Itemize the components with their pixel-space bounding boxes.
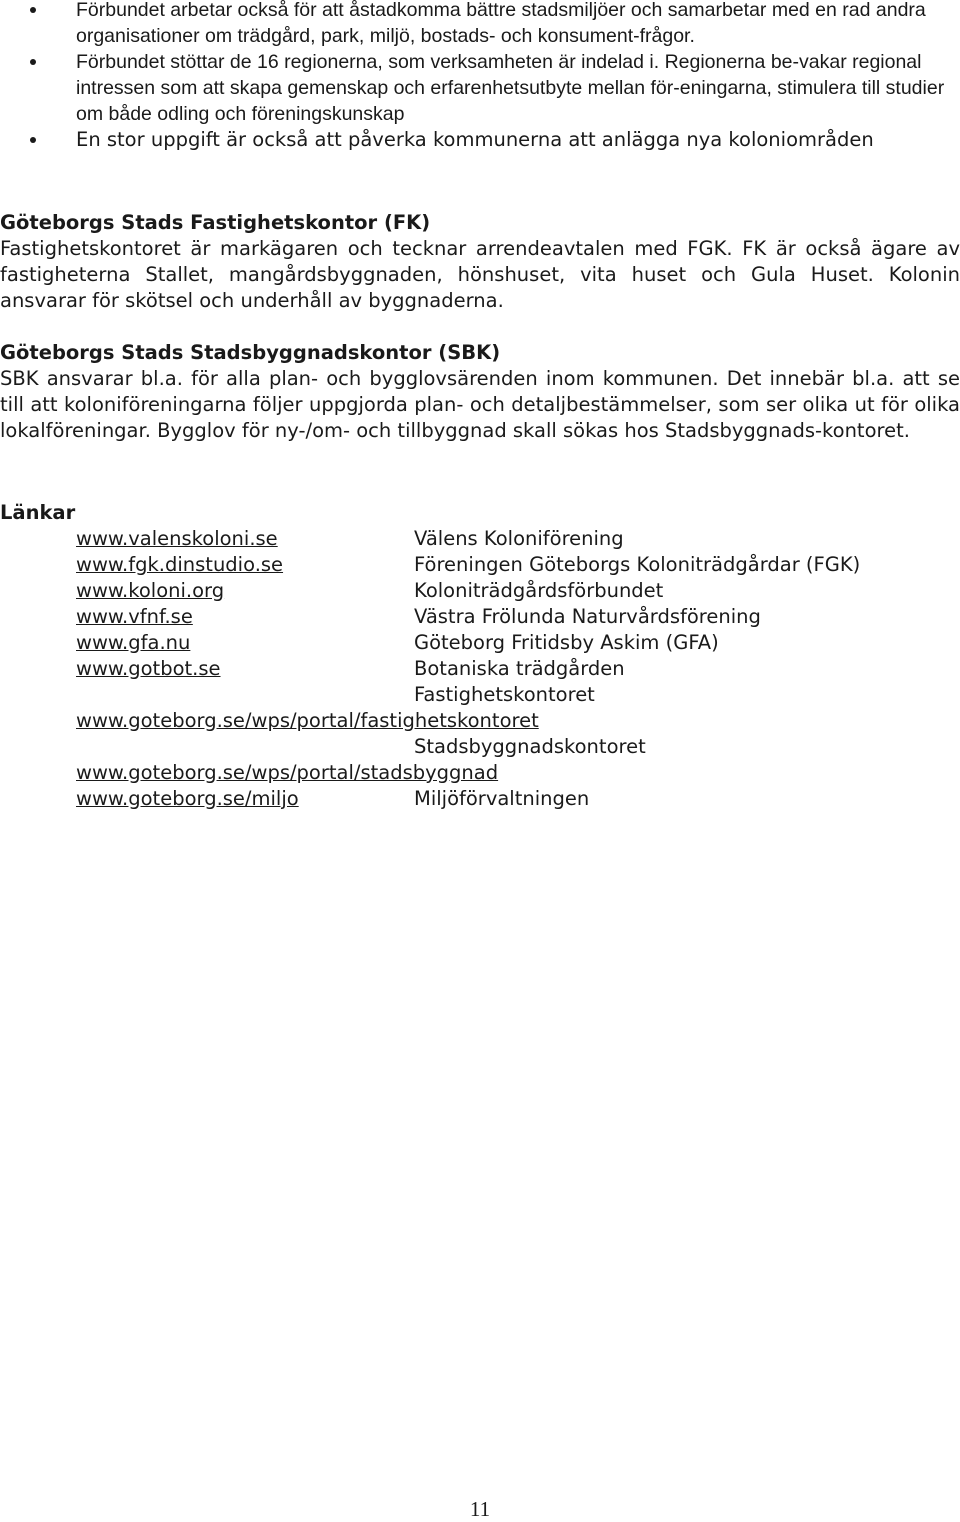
bullet-text: Förbundet stöttar de 16 regionerna, som verksamheten är indelad i. Regionerna be-vakar regional intressen som att skapa gemenskap och erfarenhetsutbyte mellan för-eningarna, stimulera till studier om både odling och föreningskunskap [76,51,945,125]
fk-heading: Göteborgs Stads Fastighetskontor (FK) [0,211,431,234]
link-row [0,578,960,604]
link-url[interactable]: www.goteborg.se/wps/portal/stadsbyggnad [76,761,499,784]
link-row [0,682,960,708]
link-description: Västra Frölunda Naturvårdsförening [414,605,761,628]
link-row [0,604,960,630]
link-row [0,786,960,812]
link-description: Välens Koloniförening [414,527,624,550]
link-url[interactable]: www.goteborg.se/wps/portal/fastighetskontoret [76,709,539,732]
fk-text: Fastighetskontoret är markägaren och tecknar arrendeavtalen med FGK. FK är också ägare av fastigheterna Stallet, mangårdsbyggnaden, hönshuset, vita huset och Gula Huset. Kolonin ansvarar för skötsel och underhåll av byggnaderna. [0,237,960,312]
link-row [0,552,960,578]
bullet-item [0,49,960,127]
fk-section [0,210,960,314]
link-url[interactable]: www.fgk.dinstudio.se [76,553,284,576]
links-heading: Länkar [0,501,76,524]
link-row [0,734,960,760]
link-description: Koloniträdgårdsförbundet [414,579,664,602]
link-url[interactable]: www.goteborg.se/miljo [76,787,299,810]
bullet-text: En stor uppgift är också att påverka kommunerna att anlägga nya koloniområden [76,128,874,151]
link-row [0,708,960,734]
link-row [0,526,960,552]
link-description: Botaniska trädgården [414,657,625,680]
bullet-text: Förbundet arbetar också för att åstadkomma bättre stadsmiljöer och samarbetar med en rad andra organisationer om trädgård, park, miljö, bostads- och konsument-frågor. [76,0,926,47]
bullet-item [0,0,960,49]
link-description: Föreningen Göteborgs Koloniträdgårdar (FGK) [414,553,861,576]
links-section [0,500,960,812]
sbk-section [0,340,960,444]
sbk-heading: Göteborgs Stads Stadsbyggnadskontor (SBK) [0,341,501,364]
bullet-icon [30,137,36,143]
page-number: 11 [469,1497,491,1521]
link-row [0,656,960,682]
link-row [0,630,960,656]
link-url[interactable]: www.gotbot.se [76,657,221,680]
sbk-text: SBK ansvarar bl.a. för alla plan- och bygglovsärenden inom kommunen. Det innebär bl.a. att se till att koloniföreningarna följer uppgjorda plan- och detaljbestämmelser, som ser olika ut för olika lokalföreningar. Bygglov för ny-/om- och tillbyggnad skall sökas hos Stadsbyggnads-kontoret. [0,367,960,442]
link-url[interactable]: www.gfa.nu [76,631,191,654]
link-url[interactable]: www.vfnf.se [76,605,193,628]
link-description: Fastighetskontoret [414,683,595,706]
link-row [0,760,960,786]
link-url[interactable]: www.valenskoloni.se [76,527,278,550]
link-url[interactable]: www.koloni.org [76,579,225,602]
bullet-icon [30,59,36,65]
link-description: Göteborg Fritidsby Askim (GFA) [414,631,719,654]
bullet-list [0,0,960,153]
link-description: Stadsbyggnadskontoret [414,735,646,758]
bullet-item [0,127,960,153]
bullet-icon [30,7,36,13]
link-description: Miljöförvaltningen [414,787,590,810]
